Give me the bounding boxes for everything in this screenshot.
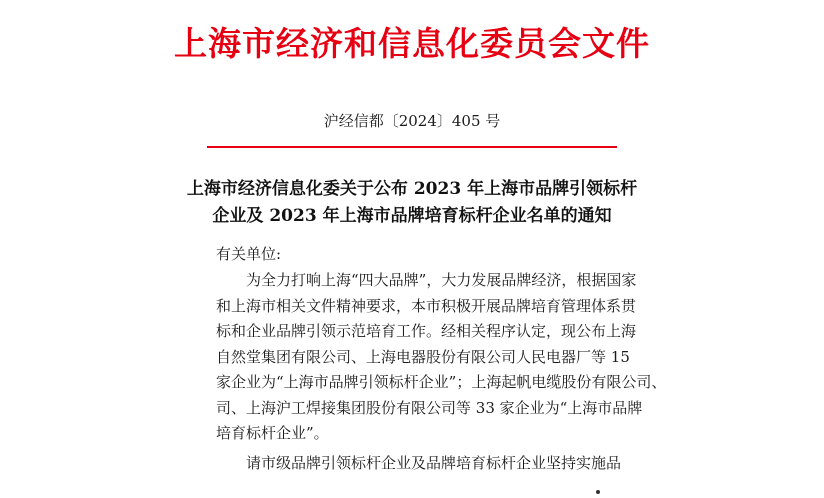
- body-paragraph-1: [216, 268, 667, 447]
- paragraph-line: 司、上海沪工焊接集团股份有限公司等 33 家企业为“上海市品牌: [216, 398, 643, 417]
- paragraph-line: 和上海市相关文件精神要求，本市积极开展品牌培育管理体系贯: [216, 296, 637, 315]
- page-mark: [596, 490, 600, 494]
- notice-title: [150, 176, 674, 230]
- body-paragraph-2: 请市级品牌引领标杆企业及品牌培育标杆企业坚持实施品: [246, 454, 622, 472]
- paragraph-line: 标和企业品牌引领示范培育工作。经相关程序认定，现公布上海: [216, 322, 637, 340]
- paragraph-line: 培育标杆企业”。: [216, 424, 329, 442]
- document-number: 沪经信都〔2024〕405 号: [323, 112, 501, 130]
- paragraph-line: 自然堂集团有限公司、上海电器股份有限公司人民电器厂等 15: [216, 347, 630, 366]
- notice-title-line-1: 上海市经济信息化委关于公布 2023 年上海市品牌引领标杆: [186, 179, 638, 199]
- salutation: 有关单位:: [216, 245, 282, 263]
- paragraph-line: 家企业为“上海市品牌引领标杆企业”；上海起帆电缆股份有限公司、: [216, 373, 667, 391]
- notice-title-line-2: 企业及 2023 年上海市品牌培育标杆企业名单的通知: [212, 206, 612, 226]
- header-divider: [207, 146, 617, 148]
- paragraph-line: 为全力打响上海“四大品牌”，大力发展品牌经济，根据国家: [246, 271, 637, 289]
- document-header-title: 上海市经济和信息化委员会文件: [174, 24, 650, 63]
